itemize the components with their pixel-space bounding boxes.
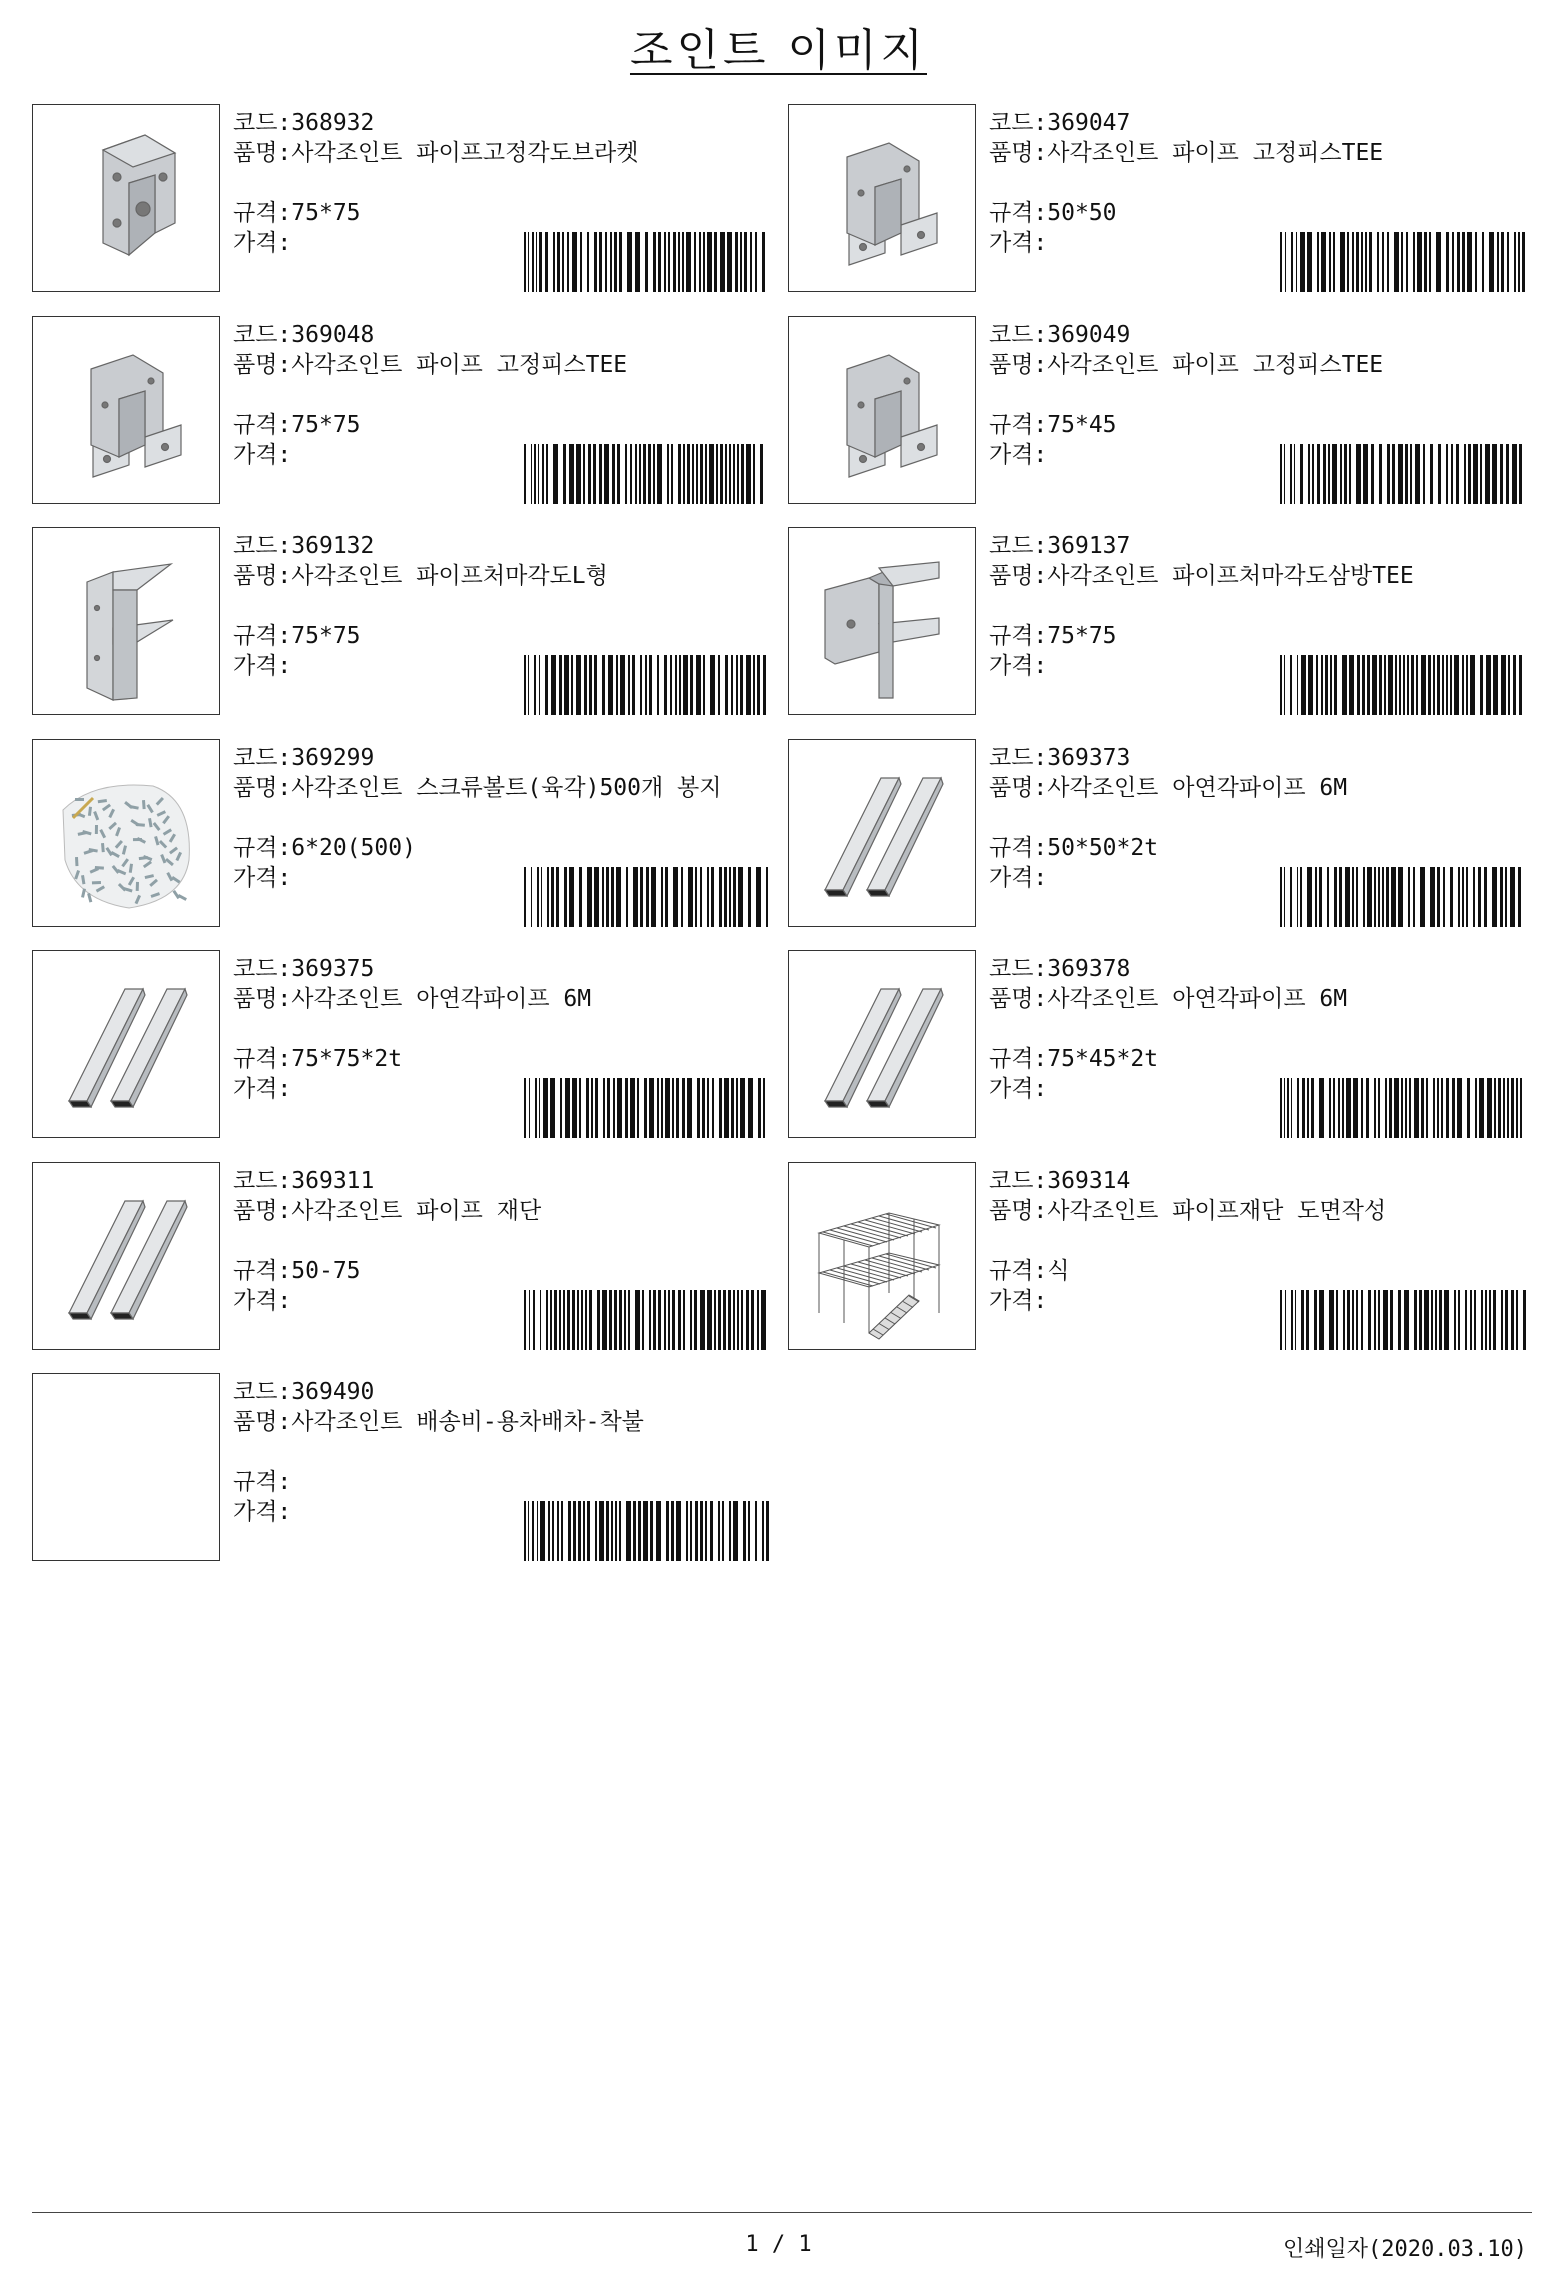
price-label: 가격:	[989, 1076, 1048, 1102]
name-value: 사각조인트 아연각파이프 6M	[291, 986, 592, 1012]
spec-row	[233, 410, 773, 440]
spec-value: 50*50	[1047, 200, 1117, 226]
product-card	[32, 104, 777, 294]
spec-row	[989, 621, 1529, 651]
name-row	[233, 1407, 773, 1467]
name-value: 사각조인트 스크류볼트(육각)500개 봉지	[291, 775, 722, 801]
spec-value: 50*50*2t	[1047, 835, 1159, 861]
price-label: 가격:	[233, 1076, 292, 1102]
barcode-bars	[524, 867, 774, 927]
name-label: 품명:	[989, 140, 1048, 166]
name-row	[989, 561, 1529, 621]
code-row	[233, 954, 773, 984]
code-value: 369047	[1047, 110, 1131, 136]
spec-label: 규격:	[989, 1046, 1048, 1072]
spec-label: 규격:	[989, 623, 1048, 649]
product-card	[788, 104, 1533, 294]
price-label: 가격:	[989, 442, 1048, 468]
code-value: 369137	[1047, 533, 1131, 559]
barcode-bars	[1280, 444, 1530, 504]
spec-row	[233, 1256, 773, 1286]
name-row	[989, 138, 1529, 198]
print-date: 인쇄일자(2020.03.10)	[1283, 2237, 1527, 2262]
code-value: 369049	[1047, 322, 1131, 348]
square-pipe-icon	[33, 951, 219, 1137]
name-row	[233, 350, 773, 410]
spec-row	[989, 1256, 1529, 1286]
spec-row	[233, 198, 773, 228]
name-value: 사각조인트 파이프 고정피스TEE	[1047, 352, 1384, 378]
code-label: 코드:	[989, 1168, 1048, 1194]
code-value: 369373	[1047, 745, 1131, 771]
spec-row	[233, 621, 773, 651]
square-pipe-icon	[789, 951, 975, 1137]
barcode	[524, 867, 774, 927]
code-value: 369490	[291, 1379, 375, 1405]
spec-row	[233, 1467, 773, 1497]
code-label: 코드:	[233, 110, 292, 136]
spec-value: 50-75	[291, 1258, 361, 1284]
code-label: 코드:	[989, 956, 1048, 982]
product-card	[788, 316, 1533, 506]
barcode	[1280, 655, 1530, 715]
code-value: 369311	[291, 1168, 375, 1194]
name-row	[989, 1196, 1529, 1256]
code-label: 코드:	[233, 1168, 292, 1194]
price-label: 가격:	[233, 230, 292, 256]
price-label: 가격:	[989, 230, 1048, 256]
code-value: 369048	[291, 322, 375, 348]
product-card	[32, 316, 777, 506]
name-value: 사각조인트 파이프처마각도삼방TEE	[1047, 563, 1414, 589]
u-bracket-icon	[33, 105, 219, 291]
code-value: 369299	[291, 745, 375, 771]
three-way-bracket-icon	[789, 528, 975, 714]
name-label: 품명:	[233, 1409, 292, 1435]
spec-label: 규격:	[233, 1469, 292, 1495]
name-row	[233, 561, 773, 621]
code-label: 코드:	[989, 110, 1048, 136]
spec-row	[989, 410, 1529, 440]
price-label: 가격:	[989, 1288, 1048, 1314]
spec-label: 규격:	[233, 412, 292, 438]
barcode-bars	[1280, 232, 1530, 292]
barcode-bars	[524, 444, 774, 504]
spec-value: 75*75	[1047, 623, 1117, 649]
frame-structure-icon	[789, 1163, 975, 1349]
spec-value: 75*75	[291, 623, 361, 649]
price-label: 가격:	[233, 1499, 292, 1525]
barcode-bars	[1280, 867, 1530, 927]
name-label: 품명:	[233, 986, 292, 1012]
name-label: 품명:	[233, 140, 292, 166]
spec-row	[233, 833, 773, 863]
product-card	[32, 1162, 777, 1352]
barcode	[524, 655, 774, 715]
barcode	[524, 444, 774, 504]
code-label: 코드:	[233, 533, 292, 559]
barcode-bars	[524, 1501, 774, 1561]
footer-divider	[32, 2212, 1532, 2213]
barcode-bars	[524, 1290, 774, 1350]
code-value: 369378	[1047, 956, 1131, 982]
product-image	[788, 527, 976, 715]
spec-label: 규격:	[233, 623, 292, 649]
product-card	[32, 1373, 777, 1563]
code-row	[233, 531, 773, 561]
spec-row	[989, 198, 1529, 228]
barcode	[524, 1501, 774, 1561]
spec-row	[989, 1044, 1529, 1074]
code-label: 코드:	[989, 745, 1048, 771]
name-label: 품명:	[989, 986, 1048, 1012]
spec-row	[233, 1044, 773, 1074]
code-label: 코드:	[233, 745, 292, 771]
product-image	[32, 527, 220, 715]
barcode	[524, 232, 774, 292]
spec-value: 75*45	[1047, 412, 1117, 438]
price-label: 가격:	[233, 653, 292, 679]
tee-bracket-icon	[789, 105, 975, 291]
product-image	[788, 950, 976, 1138]
price-label: 가격:	[233, 442, 292, 468]
code-value: 369375	[291, 956, 375, 982]
screw-bag-icon	[33, 740, 219, 926]
spec-row	[989, 833, 1529, 863]
product-card	[32, 739, 777, 929]
name-value: 사각조인트 파이프재단 도면작성	[1047, 1198, 1387, 1224]
code-label: 코드:	[989, 533, 1048, 559]
spec-label: 규격:	[233, 835, 292, 861]
product-image	[788, 316, 976, 504]
name-row	[233, 138, 773, 198]
code-row	[233, 1377, 773, 1407]
name-label: 품명:	[989, 352, 1048, 378]
code-row	[233, 108, 773, 138]
spec-value: 6*20(500)	[291, 835, 416, 861]
code-value: 369132	[291, 533, 375, 559]
product-image	[32, 104, 220, 292]
barcode	[1280, 444, 1530, 504]
code-row	[989, 108, 1529, 138]
barcode-bars	[524, 1078, 774, 1138]
spec-label: 규격:	[989, 1258, 1048, 1284]
price-label: 가격:	[989, 653, 1048, 679]
barcode	[1280, 1078, 1530, 1138]
square-pipe-icon	[33, 1163, 219, 1349]
tee-bracket-icon	[789, 317, 975, 503]
spec-label: 규격:	[989, 835, 1048, 861]
code-row	[989, 320, 1529, 350]
code-value: 368932	[291, 110, 375, 136]
l-angle-bracket-icon	[33, 528, 219, 714]
tee-bracket-icon	[33, 317, 219, 503]
name-row	[989, 773, 1529, 833]
product-image	[32, 1162, 220, 1350]
barcode-bars	[1280, 1078, 1530, 1138]
code-label: 코드:	[233, 956, 292, 982]
name-label: 품명:	[233, 1198, 292, 1224]
code-value: 369314	[1047, 1168, 1131, 1194]
square-pipe-icon	[789, 740, 975, 926]
name-value: 사각조인트 아연각파이프 6M	[1047, 986, 1348, 1012]
name-value: 사각조인트 파이프처마각도L형	[291, 563, 608, 589]
name-label: 품명:	[233, 352, 292, 378]
code-row	[989, 954, 1529, 984]
code-row	[989, 1166, 1529, 1196]
price-label: 가격:	[989, 865, 1048, 891]
name-label: 품명:	[989, 1198, 1048, 1224]
product-card	[788, 950, 1533, 1140]
spec-value: 식	[1047, 1258, 1070, 1284]
spec-value: 75*45*2t	[1047, 1046, 1159, 1072]
product-image	[32, 1373, 220, 1561]
spec-label: 규격:	[233, 1046, 292, 1072]
name-label: 품명:	[233, 775, 292, 801]
name-row	[233, 773, 773, 833]
product-card	[32, 527, 777, 717]
spec-label: 규격:	[989, 412, 1048, 438]
code-label: 코드:	[233, 322, 292, 348]
code-row	[233, 320, 773, 350]
price-label: 가격:	[233, 1288, 292, 1314]
name-label: 품명:	[989, 563, 1048, 589]
barcode	[524, 1078, 774, 1138]
name-row	[989, 984, 1529, 1044]
barcode-bars	[1280, 1290, 1530, 1350]
name-value: 사각조인트 파이프 고정피스TEE	[291, 352, 628, 378]
price-label: 가격:	[233, 865, 292, 891]
product-card	[788, 1162, 1533, 1352]
product-image	[788, 104, 976, 292]
name-row	[989, 350, 1529, 410]
name-value: 사각조인트 파이프 고정피스TEE	[1047, 140, 1384, 166]
barcode	[1280, 1290, 1530, 1350]
barcode	[1280, 232, 1530, 292]
code-row	[233, 1166, 773, 1196]
product-image	[32, 950, 220, 1138]
name-label: 품명:	[233, 563, 292, 589]
spec-value: 75*75	[291, 412, 361, 438]
barcode	[1280, 867, 1530, 927]
name-value: 사각조인트 파이프 재단	[291, 1198, 542, 1224]
barcode-bars	[524, 655, 774, 715]
product-image	[788, 739, 976, 927]
product-image	[32, 316, 220, 504]
page-title: 조인트 이미지	[629, 25, 927, 76]
spec-value: 75*75	[291, 200, 361, 226]
spec-label: 규격:	[233, 1258, 292, 1284]
name-label: 품명:	[989, 775, 1048, 801]
name-row	[233, 984, 773, 1044]
name-value: 사각조인트 배송비-용차배차-착불	[291, 1409, 644, 1435]
product-image	[788, 1162, 976, 1350]
code-row	[989, 743, 1529, 773]
barcode-bars	[524, 232, 774, 292]
code-row	[233, 743, 773, 773]
spec-label: 규격:	[233, 200, 292, 226]
name-value: 사각조인트 아연각파이프 6M	[1047, 775, 1348, 801]
name-row	[233, 1196, 773, 1256]
product-image	[32, 739, 220, 927]
barcode-bars	[1280, 655, 1530, 715]
spec-label: 규격:	[989, 200, 1048, 226]
product-card	[788, 739, 1533, 929]
spec-value: 75*75*2t	[291, 1046, 403, 1072]
product-card	[32, 950, 777, 1140]
page-number: 1 / 1	[745, 2232, 812, 2257]
code-row	[989, 531, 1529, 561]
name-value: 사각조인트 파이프고정각도브라켓	[291, 140, 639, 166]
code-label: 코드:	[233, 1379, 292, 1405]
code-label: 코드:	[989, 322, 1048, 348]
barcode	[524, 1290, 774, 1350]
product-card	[788, 527, 1533, 717]
